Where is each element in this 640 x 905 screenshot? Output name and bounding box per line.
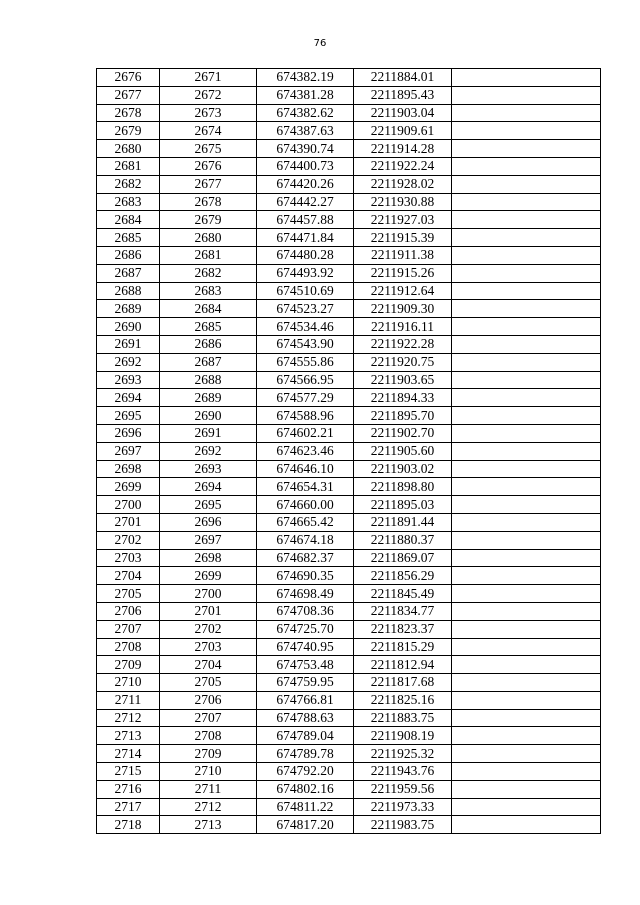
reference-number-cell: 2700 [160,585,257,603]
x-coordinate-cell: 674708.36 [257,602,354,620]
table-row [97,780,601,798]
reference-number-cell: 2706 [160,691,257,709]
table-row [97,104,601,122]
reference-number-cell: 2693 [160,460,257,478]
point-number-cell: 2682 [97,175,160,193]
note-cell [452,460,601,478]
point-number-cell: 2692 [97,353,160,371]
x-coordinate-cell: 674566.95 [257,371,354,389]
x-coordinate-cell: 674766.81 [257,691,354,709]
x-coordinate-cell: 674534.46 [257,318,354,336]
y-coordinate-cell: 2211834.77 [354,602,452,620]
point-number-cell: 2703 [97,549,160,567]
note-cell [452,371,601,389]
y-coordinate-cell: 2211883.75 [354,709,452,727]
point-number-cell: 2702 [97,531,160,549]
reference-number-cell: 2712 [160,798,257,816]
table-row [97,157,601,175]
table-row [97,745,601,763]
note-cell [452,727,601,745]
y-coordinate-cell: 2211912.64 [354,282,452,300]
note-cell [452,763,601,781]
x-coordinate-cell: 674789.78 [257,745,354,763]
x-coordinate-cell: 674420.26 [257,175,354,193]
reference-number-cell: 2679 [160,211,257,229]
x-coordinate-cell: 674471.84 [257,229,354,247]
reference-number-cell: 2689 [160,389,257,407]
point-number-cell: 2705 [97,585,160,603]
coordinate-table-body [97,69,601,834]
table-row [97,549,601,567]
table-row [97,602,601,620]
reference-number-cell: 2704 [160,656,257,674]
point-number-cell: 2694 [97,389,160,407]
table-row [97,282,601,300]
x-coordinate-cell: 674457.88 [257,211,354,229]
table-row [97,69,601,87]
y-coordinate-cell: 2211898.80 [354,478,452,496]
point-number-cell: 2678 [97,104,160,122]
point-number-cell: 2690 [97,318,160,336]
table-row [97,424,601,442]
x-coordinate-cell: 674493.92 [257,264,354,282]
table-row [97,513,601,531]
y-coordinate-cell: 2211817.68 [354,674,452,692]
y-coordinate-cell: 2211869.07 [354,549,452,567]
reference-number-cell: 2709 [160,745,257,763]
point-number-cell: 2677 [97,86,160,104]
y-coordinate-cell: 2211914.28 [354,140,452,158]
point-number-cell: 2686 [97,246,160,264]
y-coordinate-cell: 2211973.33 [354,798,452,816]
reference-number-cell: 2681 [160,246,257,264]
table-row [97,246,601,264]
table-row [97,709,601,727]
reference-number-cell: 2671 [160,69,257,87]
note-cell [452,335,601,353]
note-cell [452,282,601,300]
note-cell [452,211,601,229]
point-number-cell: 2685 [97,229,160,247]
y-coordinate-cell: 2211915.26 [354,264,452,282]
reference-number-cell: 2692 [160,442,257,460]
reference-number-cell: 2674 [160,122,257,140]
point-number-cell: 2696 [97,424,160,442]
y-coordinate-cell: 2211880.37 [354,531,452,549]
note-cell [452,122,601,140]
x-coordinate-cell: 674660.00 [257,496,354,514]
reference-number-cell: 2705 [160,674,257,692]
point-number-cell: 2698 [97,460,160,478]
table-row [97,691,601,709]
y-coordinate-cell: 2211943.76 [354,763,452,781]
y-coordinate-cell: 2211903.65 [354,371,452,389]
note-cell [452,424,601,442]
reference-number-cell: 2694 [160,478,257,496]
x-coordinate-cell: 674577.29 [257,389,354,407]
note-cell [452,300,601,318]
table-row [97,300,601,318]
point-number-cell: 2689 [97,300,160,318]
point-number-cell: 2679 [97,122,160,140]
y-coordinate-cell: 2211959.56 [354,780,452,798]
table-row [97,264,601,282]
table-row [97,531,601,549]
table-row [97,620,601,638]
reference-number-cell: 2711 [160,780,257,798]
table-row [97,371,601,389]
y-coordinate-cell: 2211983.75 [354,816,452,834]
point-number-cell: 2697 [97,442,160,460]
point-number-cell: 2676 [97,69,160,87]
y-coordinate-cell: 2211905.60 [354,442,452,460]
x-coordinate-cell: 674381.28 [257,86,354,104]
reference-number-cell: 2677 [160,175,257,193]
x-coordinate-cell: 674698.49 [257,585,354,603]
table-row [97,318,601,336]
reference-number-cell: 2676 [160,157,257,175]
note-cell [452,86,601,104]
table-row [97,763,601,781]
y-coordinate-cell: 2211825.16 [354,691,452,709]
note-cell [452,513,601,531]
point-number-cell: 2684 [97,211,160,229]
coordinate-table [96,68,601,834]
reference-number-cell: 2687 [160,353,257,371]
x-coordinate-cell: 674802.16 [257,780,354,798]
x-coordinate-cell: 674759.95 [257,674,354,692]
reference-number-cell: 2710 [160,763,257,781]
x-coordinate-cell: 674510.69 [257,282,354,300]
y-coordinate-cell: 2211922.24 [354,157,452,175]
table-row [97,353,601,371]
point-number-cell: 2712 [97,709,160,727]
note-cell [452,407,601,425]
point-number-cell: 2691 [97,335,160,353]
reference-number-cell: 2703 [160,638,257,656]
y-coordinate-cell: 2211928.02 [354,175,452,193]
x-coordinate-cell: 674555.86 [257,353,354,371]
x-coordinate-cell: 674523.27 [257,300,354,318]
note-cell [452,229,601,247]
y-coordinate-cell: 2211909.30 [354,300,452,318]
reference-number-cell: 2697 [160,531,257,549]
y-coordinate-cell: 2211895.03 [354,496,452,514]
reference-number-cell: 2699 [160,567,257,585]
y-coordinate-cell: 2211920.75 [354,353,452,371]
x-coordinate-cell: 674811.22 [257,798,354,816]
table-row [97,478,601,496]
note-cell [452,531,601,549]
note-cell [452,585,601,603]
point-number-cell: 2709 [97,656,160,674]
note-cell [452,567,601,585]
reference-number-cell: 2685 [160,318,257,336]
x-coordinate-cell: 674543.90 [257,335,354,353]
x-coordinate-cell: 674740.95 [257,638,354,656]
reference-number-cell: 2702 [160,620,257,638]
y-coordinate-cell: 2211909.61 [354,122,452,140]
point-number-cell: 2701 [97,513,160,531]
reference-number-cell: 2698 [160,549,257,567]
note-cell [452,246,601,264]
note-cell [452,442,601,460]
note-cell [452,798,601,816]
y-coordinate-cell: 2211925.32 [354,745,452,763]
table-row [97,140,601,158]
note-cell [452,318,601,336]
point-number-cell: 2714 [97,745,160,763]
y-coordinate-cell: 2211812.94 [354,656,452,674]
y-coordinate-cell: 2211930.88 [354,193,452,211]
x-coordinate-cell: 674792.20 [257,763,354,781]
y-coordinate-cell: 2211895.43 [354,86,452,104]
y-coordinate-cell: 2211908.19 [354,727,452,745]
point-number-cell: 2700 [97,496,160,514]
table-row [97,638,601,656]
table-row [97,86,601,104]
point-number-cell: 2718 [97,816,160,834]
note-cell [452,157,601,175]
y-coordinate-cell: 2211884.01 [354,69,452,87]
x-coordinate-cell: 674390.74 [257,140,354,158]
point-number-cell: 2683 [97,193,160,211]
table-row [97,674,601,692]
y-coordinate-cell: 2211902.70 [354,424,452,442]
reference-number-cell: 2701 [160,602,257,620]
point-number-cell: 2715 [97,763,160,781]
note-cell [452,193,601,211]
x-coordinate-cell: 674602.21 [257,424,354,442]
reference-number-cell: 2682 [160,264,257,282]
reference-number-cell: 2688 [160,371,257,389]
point-number-cell: 2716 [97,780,160,798]
point-number-cell: 2688 [97,282,160,300]
reference-number-cell: 2684 [160,300,257,318]
table-row [97,193,601,211]
note-cell [452,496,601,514]
reference-number-cell: 2690 [160,407,257,425]
note-cell [452,549,601,567]
x-coordinate-cell: 674588.96 [257,407,354,425]
note-cell [452,140,601,158]
reference-number-cell: 2683 [160,282,257,300]
reference-number-cell: 2696 [160,513,257,531]
point-number-cell: 2704 [97,567,160,585]
reference-number-cell: 2713 [160,816,257,834]
x-coordinate-cell: 674665.42 [257,513,354,531]
point-number-cell: 2680 [97,140,160,158]
x-coordinate-cell: 674753.48 [257,656,354,674]
table-row [97,389,601,407]
x-coordinate-cell: 674623.46 [257,442,354,460]
point-number-cell: 2711 [97,691,160,709]
y-coordinate-cell: 2211915.39 [354,229,452,247]
reference-number-cell: 2678 [160,193,257,211]
note-cell [452,816,601,834]
y-coordinate-cell: 2211916.11 [354,318,452,336]
reference-number-cell: 2675 [160,140,257,158]
point-number-cell: 2710 [97,674,160,692]
note-cell [452,175,601,193]
reference-number-cell: 2691 [160,424,257,442]
y-coordinate-cell: 2211815.29 [354,638,452,656]
x-coordinate-cell: 674788.63 [257,709,354,727]
page-number: 76 [313,38,327,49]
note-cell [452,478,601,496]
point-number-cell: 2695 [97,407,160,425]
x-coordinate-cell: 674387.63 [257,122,354,140]
table-row [97,407,601,425]
note-cell [452,620,601,638]
x-coordinate-cell: 674442.27 [257,193,354,211]
x-coordinate-cell: 674646.10 [257,460,354,478]
x-coordinate-cell: 674789.04 [257,727,354,745]
reference-number-cell: 2686 [160,335,257,353]
table-row [97,175,601,193]
table-row [97,567,601,585]
point-number-cell: 2707 [97,620,160,638]
y-coordinate-cell: 2211922.28 [354,335,452,353]
table-row [97,727,601,745]
table-row [97,585,601,603]
note-cell [452,656,601,674]
x-coordinate-cell: 674382.62 [257,104,354,122]
note-cell [452,69,601,87]
y-coordinate-cell: 2211927.03 [354,211,452,229]
reference-number-cell: 2673 [160,104,257,122]
table-row [97,122,601,140]
reference-number-cell: 2707 [160,709,257,727]
table-row [97,656,601,674]
table-row [97,335,601,353]
table-row [97,460,601,478]
note-cell [452,780,601,798]
note-cell [452,602,601,620]
note-cell [452,674,601,692]
table-row [97,229,601,247]
reference-number-cell: 2708 [160,727,257,745]
y-coordinate-cell: 2211845.49 [354,585,452,603]
table-row [97,211,601,229]
x-coordinate-cell: 674654.31 [257,478,354,496]
y-coordinate-cell: 2211823.37 [354,620,452,638]
x-coordinate-cell: 674682.37 [257,549,354,567]
table-row [97,798,601,816]
x-coordinate-cell: 674674.18 [257,531,354,549]
y-coordinate-cell: 2211895.70 [354,407,452,425]
point-number-cell: 2708 [97,638,160,656]
table-row [97,442,601,460]
y-coordinate-cell: 2211903.04 [354,104,452,122]
x-coordinate-cell: 674382.19 [257,69,354,87]
point-number-cell: 2717 [97,798,160,816]
point-number-cell: 2706 [97,602,160,620]
x-coordinate-cell: 674400.73 [257,157,354,175]
point-number-cell: 2681 [97,157,160,175]
reference-number-cell: 2695 [160,496,257,514]
point-number-cell: 2693 [97,371,160,389]
note-cell [452,353,601,371]
table-row [97,496,601,514]
y-coordinate-cell: 2211911.38 [354,246,452,264]
note-cell [452,389,601,407]
note-cell [452,691,601,709]
point-number-cell: 2687 [97,264,160,282]
note-cell [452,709,601,727]
x-coordinate-cell: 674725.70 [257,620,354,638]
x-coordinate-cell: 674817.20 [257,816,354,834]
note-cell [452,638,601,656]
note-cell [452,264,601,282]
y-coordinate-cell: 2211856.29 [354,567,452,585]
table-row [97,816,601,834]
note-cell [452,104,601,122]
x-coordinate-cell: 674480.28 [257,246,354,264]
reference-number-cell: 2672 [160,86,257,104]
note-cell [452,745,601,763]
reference-number-cell: 2680 [160,229,257,247]
y-coordinate-cell: 2211894.33 [354,389,452,407]
y-coordinate-cell: 2211903.02 [354,460,452,478]
point-number-cell: 2699 [97,478,160,496]
x-coordinate-cell: 674690.35 [257,567,354,585]
y-coordinate-cell: 2211891.44 [354,513,452,531]
point-number-cell: 2713 [97,727,160,745]
